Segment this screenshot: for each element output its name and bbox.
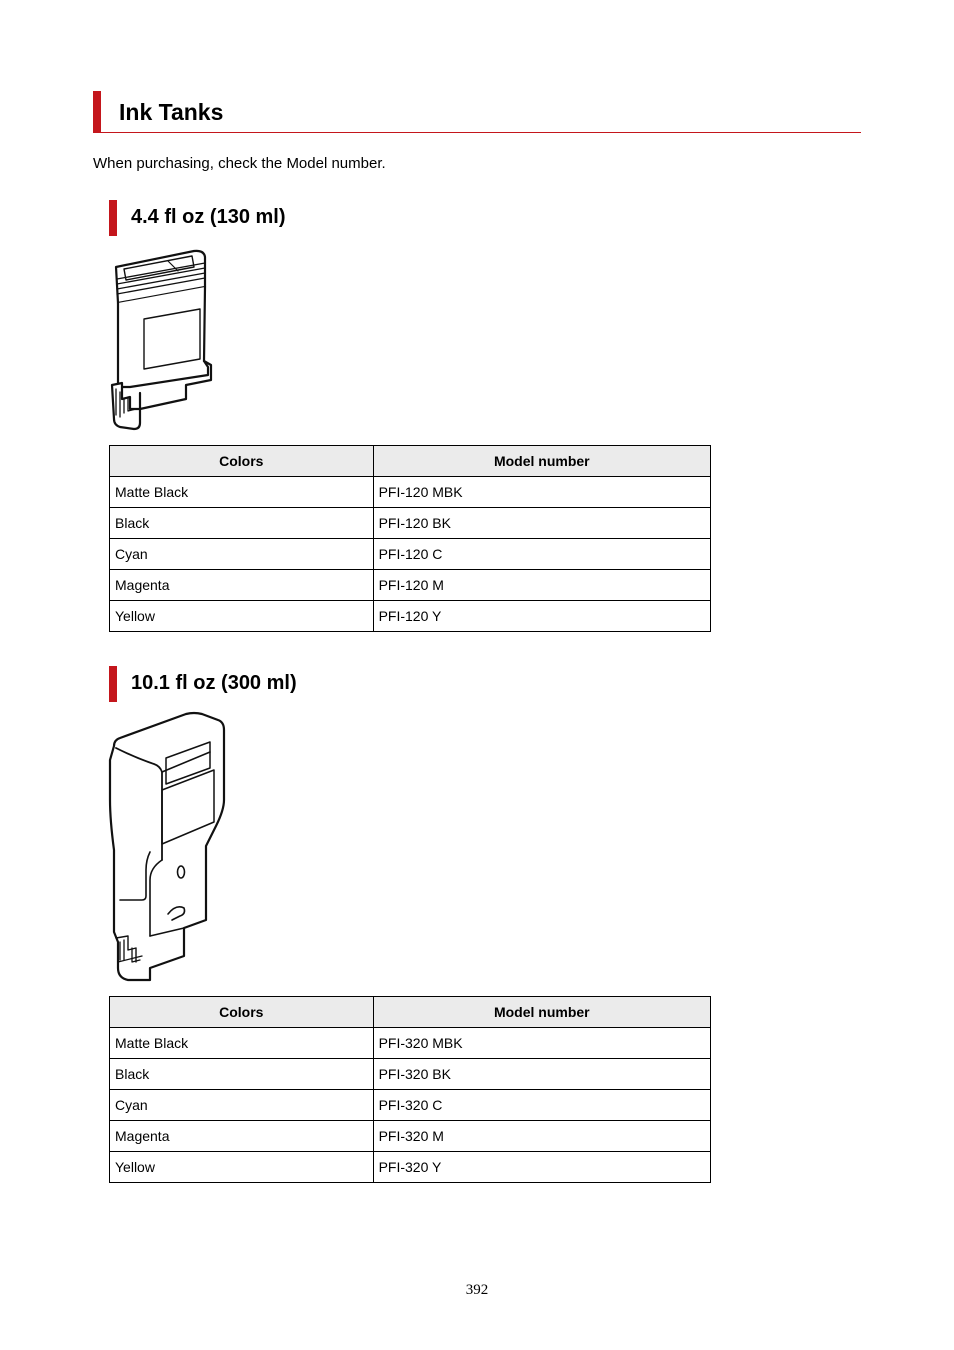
page-title: Ink Tanks: [119, 99, 224, 125]
model-number-cell: PFI-320 M: [373, 1121, 710, 1152]
section-accent-bar: [109, 200, 117, 236]
color-cell: Yellow: [110, 601, 374, 632]
heading-accent-bar: [93, 91, 101, 133]
model-number-cell: PFI-120 M: [373, 570, 710, 601]
table-row: [110, 508, 711, 539]
model-number-cell: PFI-320 BK: [373, 1059, 710, 1090]
ink-tank-130ml-icon: [108, 247, 216, 436]
table-header-row: [110, 446, 711, 477]
color-cell: Magenta: [110, 570, 374, 601]
ink-tank-300ml-icon: [106, 710, 230, 987]
table-header-row: [110, 997, 711, 1028]
model-number-cell: PFI-320 MBK: [373, 1028, 710, 1059]
color-cell: Black: [110, 1059, 374, 1090]
model-number-cell: PFI-320 Y: [373, 1152, 710, 1183]
table-row: [110, 477, 711, 508]
table-row: [110, 570, 711, 601]
table-row: [110, 1090, 711, 1121]
table-row: [110, 1152, 711, 1183]
column-header-colors: Colors: [110, 997, 374, 1028]
ink-table-300ml: [109, 996, 711, 1183]
column-header-colors: Colors: [110, 446, 374, 477]
page-number: 392: [465, 1282, 489, 1298]
intro-text: When purchasing, check the Model number.: [93, 155, 386, 172]
model-number-cell: PFI-120 MBK: [373, 477, 710, 508]
color-cell: Matte Black: [110, 477, 374, 508]
color-cell: Cyan: [110, 539, 374, 570]
page-heading: [93, 91, 861, 133]
table-row: [110, 601, 711, 632]
table-row: [110, 1059, 711, 1090]
ink-table-130ml: [109, 445, 711, 632]
column-header-model-number: Model number: [373, 997, 710, 1028]
model-number-cell: PFI-120 Y: [373, 601, 710, 632]
table-row: [110, 1121, 711, 1152]
color-cell: Magenta: [110, 1121, 374, 1152]
table-row: [110, 1028, 711, 1059]
model-number-cell: PFI-120 C: [373, 539, 710, 570]
model-number-cell: PFI-320 C: [373, 1090, 710, 1121]
color-cell: Yellow: [110, 1152, 374, 1183]
section-title: 4.4 fl oz (130 ml): [131, 206, 286, 228]
model-number-cell: PFI-120 BK: [373, 508, 710, 539]
color-cell: Matte Black: [110, 1028, 374, 1059]
color-cell: Black: [110, 508, 374, 539]
column-header-model-number: Model number: [373, 446, 710, 477]
section-accent-bar: [109, 666, 117, 702]
section-title: 10.1 fl oz (300 ml): [131, 672, 297, 694]
color-cell: Cyan: [110, 1090, 374, 1121]
table-row: [110, 539, 711, 570]
